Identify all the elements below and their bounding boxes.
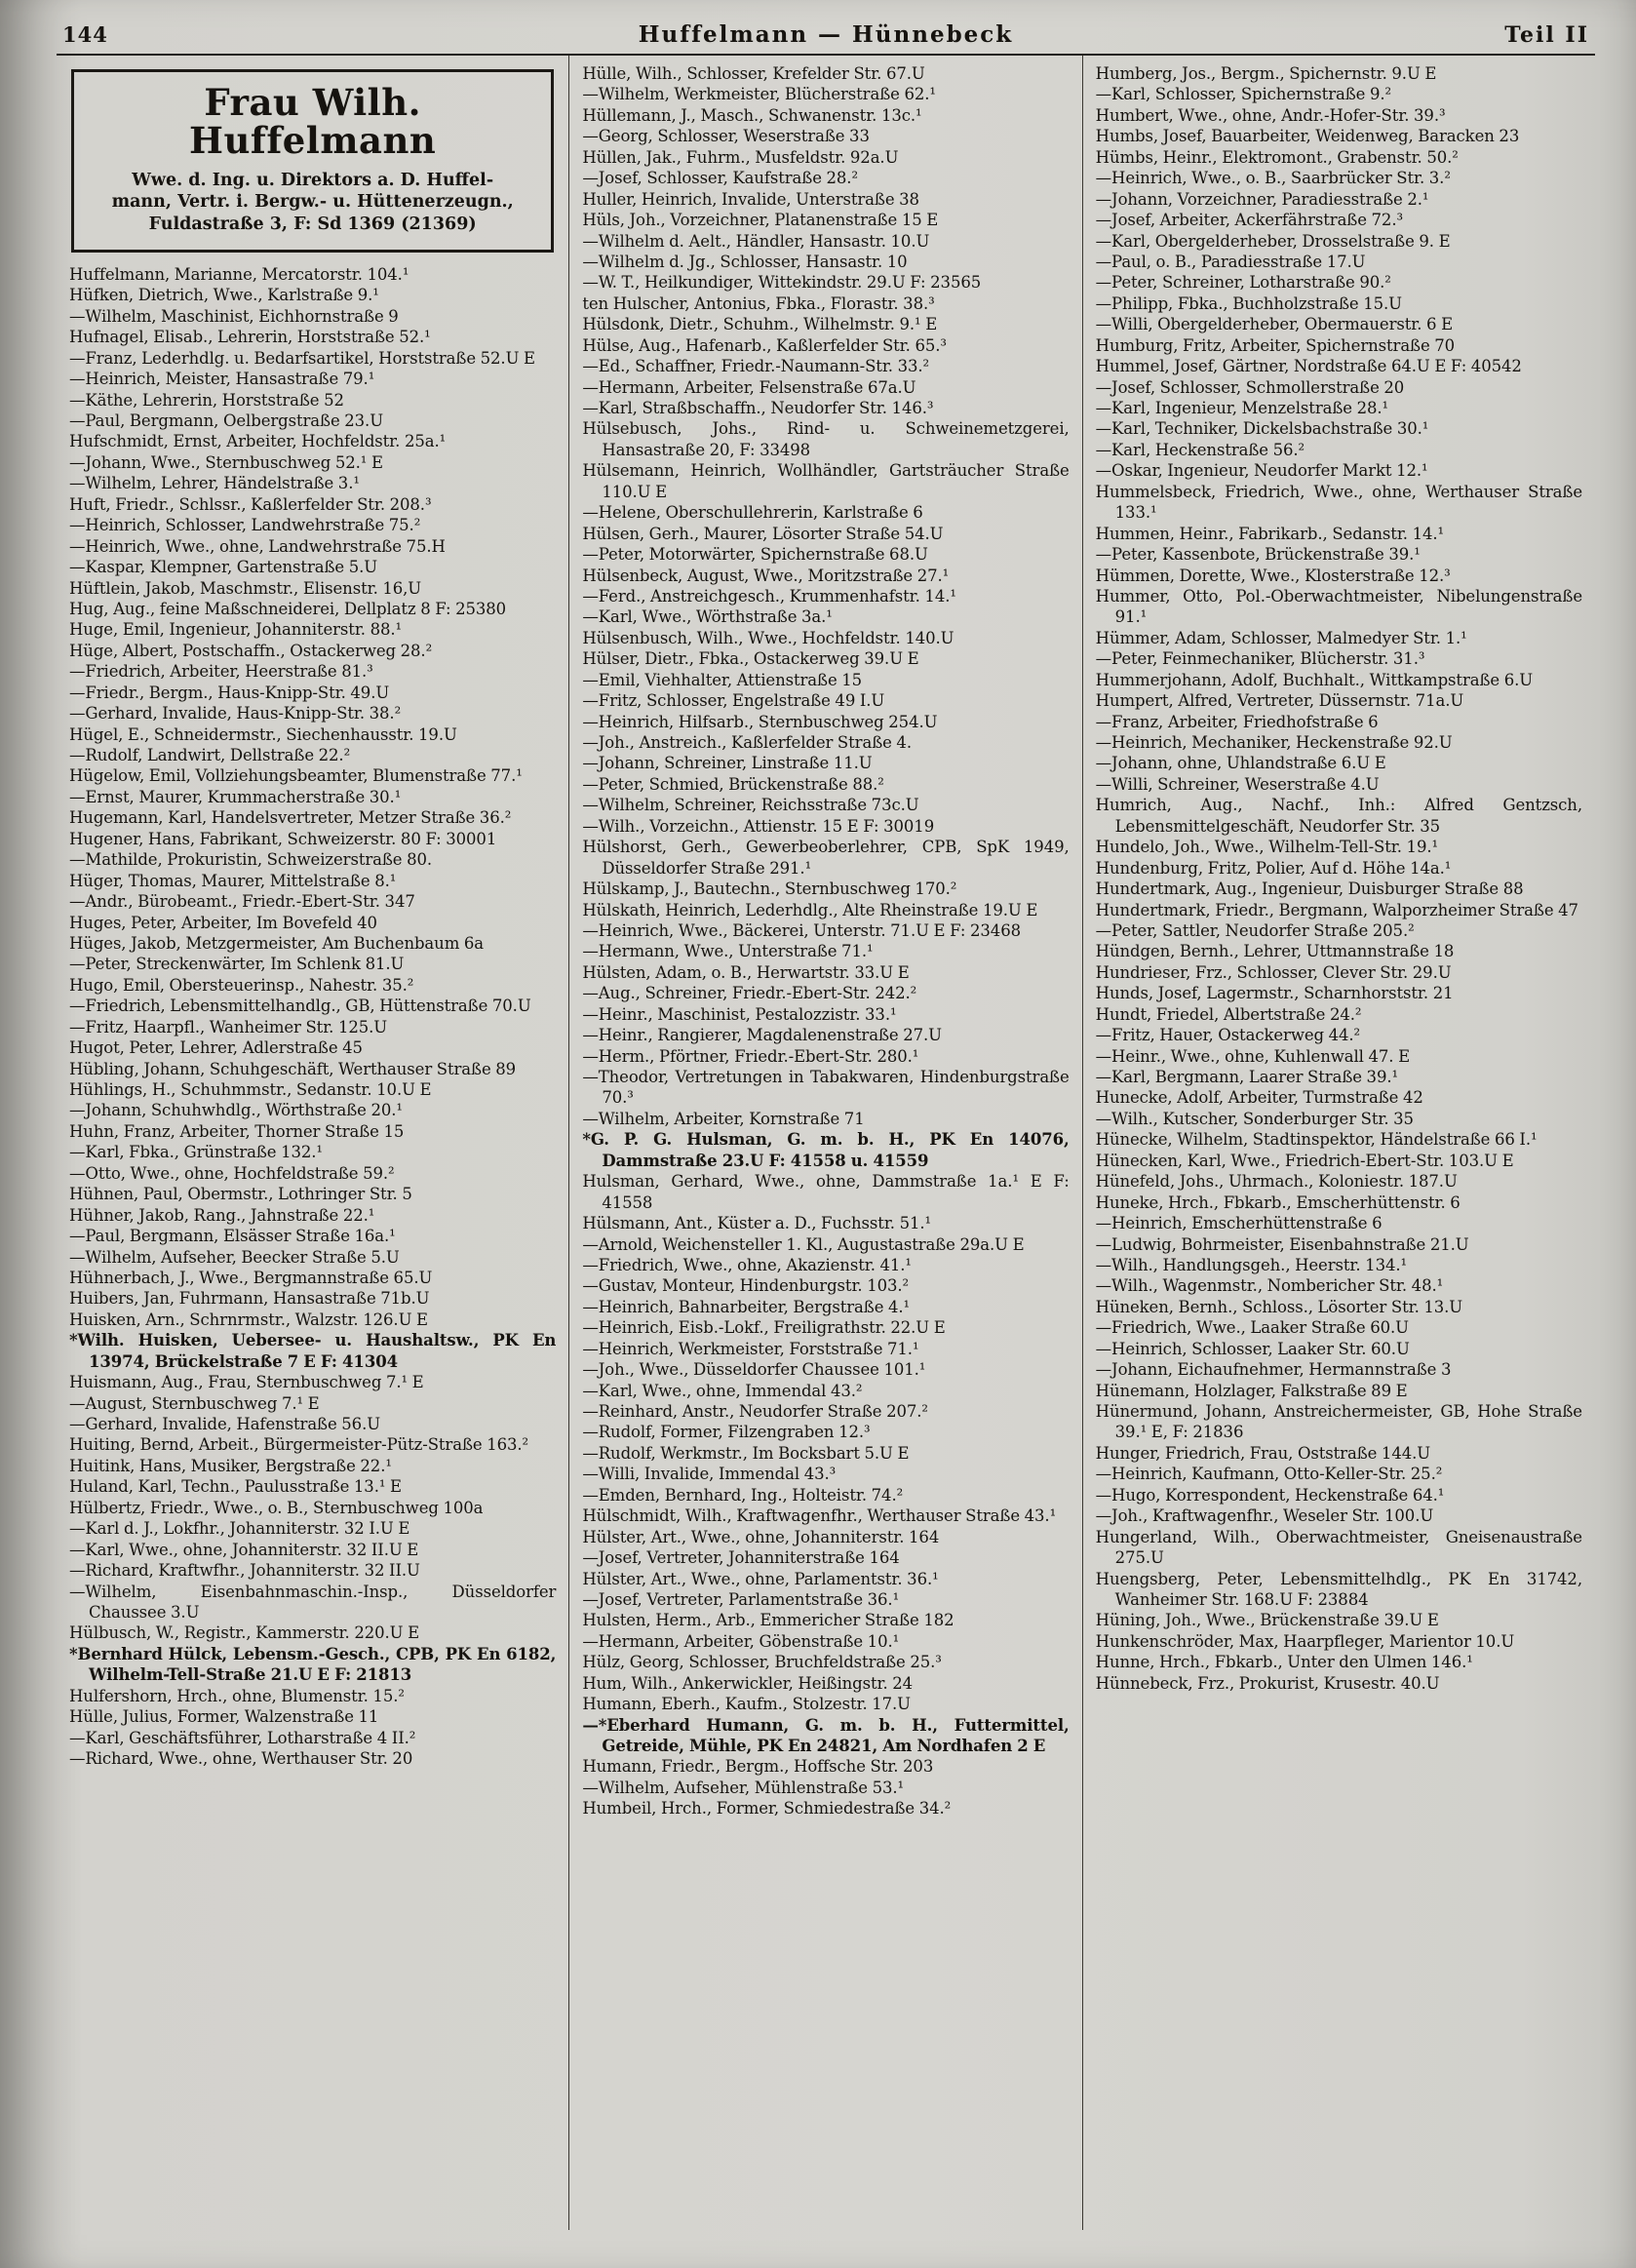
directory-entry: Hünemann, Holzlager, Falkstraße 89 E (1095, 1381, 1408, 1400)
directory-entry: Humbert, Wwe., ohne, Andr.-Hofer-Str. 39.³ (1095, 105, 1446, 125)
directory-entry: Hülsdonk, Dietr., Schuhm., Wilhelmstr. 9.¹ E (582, 315, 938, 334)
directory-entry: Hungerland, Wilh., Oberwachtmeister, Gneisenaustraße 275.U (1095, 1527, 1582, 1568)
directory-entry: Hunne, Hrch., Fbkarb., Unter den Ulmen 146.¹ (1095, 1653, 1473, 1672)
directory-entry: —Fritz, Hauer, Ostackerweg 44.² (1095, 1026, 1361, 1045)
directory-entry: —Wilh., Wagenmstr., Nombericher Str. 48.¹ (1095, 1276, 1444, 1296)
directory-entry: —Friedrich, Arbeiter, Heerstraße 81.³ (69, 662, 373, 682)
directory-entry: —Heinrich, Kaufmann, Otto-Keller-Str. 25.² (1095, 1465, 1443, 1484)
part-label: Teil II (1504, 22, 1589, 48)
directory-entry: —Karl, Geschäftsführer, Lotharstraße 4 II.² (69, 1728, 416, 1747)
directory-entry: —Peter, Kassenbote, Brückenstraße 39.¹ (1095, 545, 1421, 565)
directory-entry: Hunecke, Adolf, Arbeiter, Turmstraße 42 (1095, 1088, 1423, 1108)
directory-entry: —Paul, o. B., Paradiesstraße 17.U (1095, 252, 1366, 271)
directory-entry: Hünecke, Wilhelm, Stadtinspektor, Händelstraße 66 I.¹ (1095, 1130, 1538, 1150)
directory-entry: Hülsebusch, Johs., Rind- u. Schweinemetzgerei, Hansastraße 20, F: 33498 (582, 419, 1070, 459)
directory-entry: Hülsenbeck, August, Wwe., Moritzstraße 27.¹ (582, 566, 950, 585)
directory-entry: —Heinrich, Meister, Hansastraße 79.¹ (69, 370, 375, 389)
directory-entry: —Friedrich, Wwe., Laaker Straße 60.U (1095, 1318, 1409, 1338)
directory-entry: —Gerhard, Invalide, Hafenstraße 56.U (69, 1415, 381, 1433)
directory-entry: Hümmen, Dorette, Wwe., Klosterstraße 12.³ (1095, 566, 1451, 585)
entries-column-1 (69, 264, 556, 1770)
directory-entry: —Joh., Kraftwagenfhr., Weseler Str. 100.U (1095, 1506, 1434, 1526)
directory-entry: Hülskath, Heinrich, Lederhdlg., Alte Rheinstraße 19.U E (582, 900, 1038, 919)
directory-entry: —Reinhard, Anstr., Neudorfer Straße 207.² (582, 1402, 928, 1421)
directory-entry: —Hermann, Arbeiter, Göbenstraße 10.¹ (582, 1631, 900, 1651)
directory-entry: —Wilh., Vorzeichn., Attienstr. 15 E F: 30019 (582, 816, 935, 836)
directory-entry: Huges, Peter, Arbeiter, Im Bovefeld 40 (69, 913, 377, 932)
directory-entry: Huland, Karl, Techn., Paulusstraße 13.¹ E (69, 1477, 402, 1497)
directory-entry: Hundenburg, Fritz, Polier, Auf d. Höhe 14a.¹ (1095, 858, 1452, 878)
directory-entry: Huiting, Bernd, Arbeit., Bürgermeister-Pütz-Straße 163.² (69, 1435, 529, 1455)
directory-entry: Hugemann, Karl, Handelsvertreter, Metzer Straße 36.² (69, 808, 512, 828)
directory-entry: —Aug., Schreiner, Friedr.-Ebert-Str. 242.² (582, 984, 917, 1003)
directory-entry: —Wilh., Handlungsgeh., Heerstr. 134.¹ (1095, 1255, 1408, 1274)
directory-entry: Hulfershorn, Hrch., ohne, Blumenstr. 15.² (69, 1686, 405, 1705)
directory-entry: —Fritz, Schlosser, Engelstraße 49 I.U (582, 691, 885, 711)
directory-entry: —Käthe, Lehrerin, Horststraße 52 (69, 390, 344, 410)
directory-entry: ten Hulscher, Antonius, Fbka., Florastr. 38.³ (582, 293, 935, 313)
directory-entry: Humpert, Alfred, Vertreter, Düssernstr. 71a.U (1095, 691, 1464, 711)
directory-entry: —*Eberhard Humann, G. m. b. H., Futtermittel, Getreide, Mühle, PK En 24821, Am Nordhafen 2 E (582, 1715, 1070, 1755)
directory-entry: —Joh., Anstreich., Kaßlerfelder Straße 4. (582, 733, 912, 752)
directory-entry: —Peter, Feinmechaniker, Blücherstr. 31.³ (1095, 649, 1425, 669)
directory-entry: Hühlings, H., Schuhmmstr., Sedanstr. 10.U E (69, 1080, 432, 1099)
directory-entry: —Heinr., Rangierer, Magdalenenstraße 27.U (582, 1026, 942, 1045)
directory-entry: —Johann, ohne, Uhlandstraße 6.U E (1095, 754, 1386, 773)
directory-entry: Humburg, Fritz, Arbeiter, Spichernstraße 70 (1095, 335, 1456, 355)
directory-entry: —Johann, Vorzeichner, Paradiesstraße 2.¹ (1095, 189, 1429, 209)
directory-entry: Hunds, Josef, Lagermstr., Scharnhorststr. 21 (1095, 984, 1454, 1003)
directory-entry: —Johann, Schreiner, Linstraße 11.U (582, 754, 873, 773)
directory-entry: —Peter, Motorwärter, Spichernstraße 68.U (582, 545, 928, 565)
directory-entry: —Theodor, Vertretungen in Tabakwaren, Hindenburgstraße 70.³ (582, 1068, 1070, 1108)
directory-entry: —Karl, Techniker, Dickelsbachstraße 30.¹ (1095, 419, 1429, 439)
directory-entry: Hummel, Josef, Gärtner, Nordstraße 64.U E F: 40542 (1095, 357, 1522, 376)
directory-entry: —Rudolf, Landwirt, Dellstraße 22.² (69, 746, 351, 764)
directory-entry: Huengsberg, Peter, Lebensmittelhdlg., PK En 31742, Wanheimer Str. 168.U F: 23884 (1095, 1569, 1582, 1609)
column-2 (568, 56, 1081, 2230)
directory-entry: —W. T., Heilkundiger, Wittekindstr. 29.U F: 23565 (582, 273, 982, 293)
directory-entry: —Andr., Bürobeamt., Friedr.-Ebert-Str. 347 (69, 892, 415, 912)
directory-entry: Hülle, Wilh., Schlosser, Krefelder Str. 67.U (582, 64, 925, 83)
directory-entry: —Karl, Straßbschaffn., Neudorfer Str. 146.³ (582, 399, 934, 417)
directory-entry: Hünnebeck, Frz., Prokurist, Krusestr. 40.U (1095, 1673, 1440, 1693)
directory-entry: Humann, Eberh., Kaufm., Stolzestr. 17.U (582, 1695, 911, 1714)
directory-entry: —Rudolf, Former, Filzengraben 12.³ (582, 1423, 871, 1442)
directory-entry: —Emden, Bernhard, Ing., Holteistr. 74.² (582, 1485, 904, 1505)
directory-entry: *Wilh. Huisken, Uebersee- u. Haushaltsw., PK En 13974, Brückelstraße 7 E F: 41304 (69, 1331, 557, 1371)
directory-entry: —Heinrich, Eisb.-Lokf., Freiligrathstr. 22.U E (582, 1318, 946, 1338)
directory-entry: —Johann, Wwe., Sternbuschweg 52.¹ E (69, 452, 383, 472)
directory-entry: —Karl, Heckenstraße 56.² (1095, 440, 1305, 459)
directory-entry: —Karl, Wwe., ohne, Immendal 43.² (582, 1381, 863, 1400)
entries-column-3 (1096, 63, 1582, 1694)
directory-entry: —Wilhelm, Arbeiter, Kornstraße 71 (582, 1109, 865, 1128)
directory-entry: —Wilh., Kutscher, Sonderburger Str. 35 (1095, 1109, 1414, 1128)
ad-line: Wwe. d. Ing. u. Direktors a. D. Huffel- (132, 170, 494, 190)
directory-entry: —Karl, Schlosser, Spichernstraße 9.² (1095, 85, 1392, 104)
directory-entry: Hüge, Albert, Postschaffn., Ostackerweg 28.² (69, 641, 433, 660)
directory-entry: —Franz, Arbeiter, Friedhofstraße 6 (1095, 712, 1379, 731)
directory-entry: Hufschmidt, Ernst, Arbeiter, Hochfeldstr. 25a.¹ (69, 432, 447, 451)
column-3 (1082, 56, 1595, 2230)
directory-entry: —Ludwig, Bohrmeister, Eisenbahnstraße 21.U (1095, 1234, 1469, 1254)
directory-entry: —Heinrich, Bahnarbeiter, Bergstraße 4.¹ (582, 1297, 911, 1316)
directory-entry: Hugo, Emil, Obersteuerinsp., Nahestr. 35.² (69, 975, 414, 995)
directory-entry: Hundelo, Joh., Wwe., Wilhelm-Tell-Str. 19.¹ (1095, 838, 1439, 857)
directory-entry: Hülbertz, Friedr., Wwe., o. B., Sternbuschweg 100a (69, 1498, 484, 1517)
directory-entry: —Heinrich, Werkmeister, Forststraße 71.¹ (582, 1339, 919, 1358)
directory-entry: Hulsten, Herm., Arb., Emmericher Straße 182 (582, 1611, 954, 1630)
directory-entry: Hundertmark, Aug., Ingenieur, Duisburger Straße 88 (1095, 880, 1524, 899)
directory-entry: —Friedrich, Lebensmittelhandlg., GB, Hüttenstraße 70.U (69, 997, 531, 1016)
directory-entry: —Ernst, Maurer, Krummacherstraße 30.¹ (69, 787, 402, 806)
directory-entry: —Richard, Wwe., ohne, Werthauser Str. 20 (69, 1749, 413, 1768)
directory-entry: —Georg, Schlosser, Weserstraße 33 (582, 127, 870, 146)
directory-entry: —Oskar, Ingenieur, Neudorfer Markt 12.¹ (1095, 461, 1428, 481)
directory-entry: Hundt, Friedel, Albertstraße 24.² (1095, 1004, 1362, 1024)
directory-entry: Humbs, Josef, Bauarbeiter, Weidenweg, Baracken 23 (1095, 127, 1520, 146)
directory-entry: Hüning, Joh., Wwe., Brückenstraße 39.U E (1095, 1611, 1439, 1630)
directory-entry: —Wilhelm, Schreiner, Reichsstraße 73c.U (582, 796, 919, 815)
directory-entry: Hünefeld, Johs., Uhrmach., Koloniestr. 187.U (1095, 1172, 1458, 1192)
directory-entry: Hüllemann, J., Masch., Schwanenstr. 13c.¹ (582, 105, 922, 125)
ad-line: Fuldastraße 3, F: Sd 1369 (21369) (148, 215, 477, 235)
directory-entry: Hülster, Art., Wwe., ohne, Johanniterstr. 164 (582, 1527, 940, 1546)
directory-entry: Hundrieser, Frz., Schlosser, Clever Str. 29.U (1095, 962, 1452, 982)
directory-entry: Hündgen, Bernh., Lehrer, Uttmannstraße 18 (1095, 942, 1455, 961)
directory-entry: —Friedr., Bergm., Haus-Knipp-Str. 49.U (69, 683, 390, 702)
directory-entry: —Paul, Bergmann, Elsässer Straße 16a.¹ (69, 1227, 396, 1246)
directory-entry: Hummerjohann, Adolf, Buchhalt., Wittkampstraße 6.U (1095, 670, 1534, 689)
directory-entry: Hummen, Heinr., Fabrikarb., Sedanstr. 14.¹ (1095, 524, 1445, 543)
directory-entry: Hüges, Jakob, Metzgermeister, Am Buchenbaum 6a (69, 933, 485, 953)
directory-entry: —Friedrich, Wwe., ohne, Akazienstr. 41.¹ (582, 1255, 912, 1274)
directory-entry: —Gerhard, Invalide, Haus-Knipp-Str. 38.² (69, 704, 402, 723)
directory-entry: —Hugo, Korrespondent, Heckenstraße 64.¹ (1095, 1485, 1445, 1505)
directory-entry: Hüfken, Dietrich, Wwe., Karlstraße 9.¹ (69, 286, 379, 305)
directory-entry: —Wilhelm d. Aelt., Händler, Hansastr. 10.U (582, 231, 930, 251)
directory-entry: Hüger, Thomas, Maurer, Mittelstraße 8.¹ (69, 871, 397, 890)
directory-entry: —Heinrich, Wwe., Bäckerei, Unterstr. 71.U E F: 23468 (582, 920, 1021, 940)
huffelmann-ad-box (71, 69, 554, 253)
directory-entry: Hülsmann, Ant., Küster a. D., Fuchsstr. 51.¹ (582, 1214, 932, 1233)
directory-entry: Hülbusch, W., Registr., Kammerstr. 220.U E (69, 1623, 420, 1643)
directory-entry: —Johann, Schuhwhdlg., Wörthstraße 20.¹ (69, 1101, 403, 1120)
directory-entry: Huisken, Arn., Schrnrmstr., Walzstr. 126.U E (69, 1310, 428, 1329)
directory-entry: Hümbs, Heinr., Elektromont., Grabenstr. 50.² (1095, 147, 1459, 167)
directory-entry: Hülshorst, Gerh., Gewerbeoberlehrer, CPB, SpK 1949, Düsseldorfer Straße 291.¹ (582, 838, 1070, 878)
directory-entry: —Kaspar, Klempner, Gartenstraße 5.U (69, 558, 378, 577)
page-number: 144 (62, 22, 108, 47)
directory-entry: Hülz, Georg, Schlosser, Bruchfeldstraße 25.³ (582, 1653, 942, 1672)
directory-entry: —Paul, Bergmann, Oelbergstraße 23.U (69, 411, 384, 430)
directory-entry: Hulsman, Gerhard, Wwe., ohne, Dammstraße 1a.¹ E F: 41558 (582, 1172, 1070, 1212)
directory-entry: *Bernhard Hülck, Lebensm.-Gesch., CPB, PK En 6182, Wilhelm-Tell-Straße 21.U E F: 21813 (69, 1644, 557, 1685)
directory-columns (57, 56, 1595, 2230)
directory-entry: —Ferd., Anstreichgesch., Krummenhafstr. 14.¹ (582, 586, 956, 606)
directory-entry: —Karl, Ingenieur, Menzelstraße 28.¹ (1095, 399, 1389, 417)
directory-entry: Huller, Heinrich, Invalide, Unterstraße 38 (582, 189, 919, 209)
directory-entry: Hundertmark, Friedr., Bergmann, Walporzheimer Straße 47 (1095, 900, 1578, 919)
directory-entry: Hülster, Art., Wwe., ohne, Parlamentstr. 36.¹ (582, 1569, 939, 1588)
directory-entry: Hülle, Julius, Former, Walzenstraße 11 (69, 1707, 379, 1727)
directory-entry: Hum, Wilh., Ankerwickler, Heißingstr. 24 (582, 1673, 914, 1693)
directory-entry: —Johann, Eichaufnehmer, Hermannstraße 3 (1095, 1360, 1452, 1380)
directory-entry: Hülsen, Gerh., Maurer, Lösorter Straße 54.U (582, 524, 944, 543)
directory-entry: —Karl, Bergmann, Laarer Straße 39.¹ (1095, 1068, 1399, 1086)
directory-entry: Hülse, Aug., Hafenarb., Kaßlerfelder Str. 65.³ (582, 335, 947, 355)
directory-entry: Huismann, Aug., Frau, Sternbuschweg 7.¹ E (69, 1373, 424, 1392)
directory-entry: —Emil, Viehhalter, Attienstraße 15 (582, 670, 863, 689)
directory-entry: *G. P. G. Hulsman, G. m. b. H., PK En 14076, Dammstraße 23.U F: 41558 u. 41559 (582, 1130, 1070, 1170)
directory-entry: Hug, Aug., feine Maßschneiderei, Dellplatz 8 F: 25380 (69, 599, 507, 618)
directory-entry: —Mathilde, Prokuristin, Schweizerstraße 80. (69, 850, 433, 870)
ad-name: Frau Wilh. Huffelmann (189, 81, 437, 162)
directory-entry: Hügelow, Emil, Vollziehungsbeamter, Blumenstraße 77.¹ (69, 766, 523, 786)
directory-entry: Huitink, Hans, Musiker, Bergstraße 22.¹ (69, 1456, 392, 1475)
directory-entry: Hugot, Peter, Lehrer, Adlerstraße 45 (69, 1038, 363, 1058)
directory-entry: —Josef, Vertreter, Johanniterstraße 164 (582, 1548, 900, 1568)
directory-entry: —Wilhelm, Aufseher, Beecker Straße 5.U (69, 1247, 400, 1267)
directory-entry: —Josef, Schlosser, Schmollerstraße 20 (1095, 377, 1405, 397)
directory-entry: Huffelmann, Marianne, Mercatorstr. 104.¹ (69, 264, 409, 284)
directory-entry: Hufnagel, Elisab., Lehrerin, Horststraße 52.¹ (69, 328, 431, 347)
directory-entry: Hülsemann, Heinrich, Wollhändler, Gartsträucher Straße 110.U E (582, 461, 1070, 501)
directory-entry: Hummer, Otto, Pol.-Oberwachtmeister, Nibelungenstraße 91.¹ (1095, 586, 1582, 627)
directory-entry: —Peter, Sattler, Neudorfer Straße 205.² (1095, 920, 1415, 940)
directory-entry: Hunger, Friedrich, Frau, Oststraße 144.U (1095, 1443, 1431, 1463)
directory-entry: —Gustav, Monteur, Hindenburgstr. 103.² (582, 1276, 910, 1296)
directory-entry: —Hermann, Wwe., Unterstraße 71.¹ (582, 942, 874, 961)
directory-entry: —Wilhelm, Maschinist, Eichhornstraße 9 (69, 306, 399, 326)
directory-entry: —Wilhelm d. Jg., Schlosser, Hansastr. 10 (582, 252, 908, 271)
directory-entry: Hummelsbeck, Friedrich, Wwe., ohne, Werthauser Straße 133.¹ (1095, 482, 1582, 523)
directory-entry: Huft, Friedr., Schlssr., Kaßlerfelder Str. 208.³ (69, 494, 432, 514)
directory-entry: —Heinrich, Hilfsarb., Sternbuschweg 254.U (582, 712, 938, 731)
running-title: Huffelmann — Hünnebeck (638, 21, 1014, 48)
directory-entry: —Heinrich, Mechaniker, Heckenstraße 92.U (1095, 733, 1453, 752)
ad-line: mann, Vertr. i. Bergw.- u. Hüttenerzeugn., (111, 192, 514, 213)
directory-entry: —Karl, Wwe., Wörthstraße 3a.¹ (582, 607, 833, 627)
directory-entry: —Rudolf, Werkmstr., Im Bocksbart 5.U E (582, 1443, 910, 1463)
directory-entry: Hülschmidt, Wilh., Kraftwagenfhr., Werthauser Straße 43.¹ (582, 1506, 1057, 1526)
directory-entry: Hügel, E., Schneidermstr., Siechenhausstr. 19.U (69, 724, 457, 744)
directory-entry: Hünermund, Johann, Anstreichermeister, GB, Hohe Straße 39.¹ E, F: 21836 (1095, 1402, 1582, 1442)
directory-entry: —Arnold, Weichensteller 1. Kl., Augustastraße 29a.U E (582, 1234, 1025, 1254)
directory-entry: —Josef, Vertreter, Parlamentstraße 36.¹ (582, 1589, 900, 1609)
directory-entry: —Peter, Schmied, Brückenstraße 88.² (582, 774, 884, 794)
directory-entry: —Josef, Arbeiter, Ackerfährstraße 72.³ (1095, 211, 1403, 230)
directory-entry: Hümmer, Adam, Schlosser, Malmedyer Str. 1.¹ (1095, 628, 1467, 647)
directory-entry: Humrich, Aug., Nachf., Inh.: Alfred Gentzsch, Lebensmittelgeschäft, Neudorfer Str. 35 (1095, 796, 1582, 836)
directory-entry: —Karl, Fbka., Grünstraße 132.¹ (69, 1143, 323, 1162)
directory-entry: Hüneken, Bernh., Schloss., Lösorter Str. 13.U (1095, 1297, 1463, 1316)
directory-entry: —Wilhelm, Werkmeister, Blücherstraße 62.¹ (582, 85, 936, 104)
directory-entry: Hüllen, Jak., Fuhrm., Musfeldstr. 92a.U (582, 147, 899, 167)
page-header (57, 21, 1595, 56)
directory-entry: Hugener, Hans, Fabrikant, Schweizerstr. 80 F: 30001 (69, 829, 497, 848)
directory-entry: —Otto, Wwe., ohne, Hochfeldstraße 59.² (69, 1163, 395, 1183)
directory-entry: —Peter, Schreiner, Lotharstraße 90.² (1095, 273, 1391, 293)
directory-entry: —Willi, Invalide, Immendal 43.³ (582, 1465, 837, 1484)
directory-entry: —Joh., Wwe., Düsseldorfer Chaussee 101.¹ (582, 1360, 926, 1380)
directory-entry: —Willi, Schreiner, Weserstraße 4.U (1095, 774, 1380, 794)
directory-entry: —Philipp, Fbka., Buchholzstraße 15.U (1095, 293, 1402, 313)
directory-entry: —Josef, Schlosser, Kaufstraße 28.² (582, 169, 858, 188)
directory-entry: Humberg, Jos., Bergm., Spichernstr. 9.U E (1095, 64, 1437, 83)
directory-entry: —Peter, Streckenwärter, Im Schlenk 81.U (69, 955, 405, 974)
directory-entry: —Heinrich, Schlosser, Landwehrstraße 75.² (69, 516, 421, 535)
directory-entry: Huneke, Hrch., Fbkarb., Emscherhüttenstr. 6 (1095, 1193, 1461, 1212)
directory-entry: —Heinrich, Wwe., ohne, Landwehrstraße 75.H (69, 536, 446, 556)
directory-entry: Hülskamp, J., Bautechn., Sternbuschweg 170.² (582, 880, 957, 899)
directory-entry: Hunkenschröder, Max, Haarpfleger, Marientor 10.U (1095, 1631, 1515, 1651)
directory-entry: —Karl, Wwe., ohne, Johanniterstr. 32 II.U E (69, 1540, 419, 1559)
directory-entry: —Heinr., Wwe., ohne, Kuhlenwall 47. E (1095, 1046, 1411, 1066)
directory-entry: —August, Sternbuschweg 7.¹ E (69, 1393, 320, 1413)
directory-entry: Hühnerbach, J., Wwe., Bergmannstraße 65.U (69, 1268, 433, 1287)
directory-entry: —Herm., Pförtner, Friedr.-Ebert-Str. 280.¹ (582, 1046, 919, 1066)
directory-entry: —Wilhelm, Aufseher, Mühlenstraße 53.¹ (582, 1778, 905, 1797)
directory-entry: Humann, Friedr., Bergm., Hoffsche Str. 203 (582, 1757, 934, 1777)
directory-entry: —Karl, Obergelderheber, Drosselstraße 9. E (1095, 231, 1451, 251)
directory-entry: —Wilhelm, Lehrer, Händelstraße 3.¹ (69, 474, 360, 493)
directory-entry: Hülsenbusch, Wilh., Wwe., Hochfeldstr. 140.U (582, 628, 954, 647)
directory-entry: Hülsten, Adam, o. B., Herwartstr. 33.U E (582, 962, 910, 982)
directory-entry: Huhn, Franz, Arbeiter, Thorner Straße 15 (69, 1121, 405, 1141)
directory-entry: Hühner, Jakob, Rang., Jahnstraße 22.¹ (69, 1205, 375, 1225)
directory-entry: Hülser, Dietr., Fbka., Ostackerweg 39.U E (582, 649, 919, 669)
directory-entry: —Wilhelm, Eisenbahnmaschin.-Insp., Düsseldorfer Chaussee 3.U (69, 1582, 557, 1622)
directory-entry: Hüftlein, Jakob, Maschmstr., Elisenstr. 16,U (69, 578, 422, 598)
directory-entry: Humbeil, Hrch., Former, Schmiedestraße 34.² (582, 1799, 952, 1818)
directory-entry: —Franz, Lederhdlg. u. Bedarfsartikel, Horststraße 52.U E (69, 348, 535, 368)
column-1 (57, 56, 568, 2230)
directory-entry: —Heinrich, Schlosser, Laaker Str. 60.U (1095, 1339, 1410, 1358)
directory-entry: —Willi, Obergelderheber, Obermauerstr. 6 E (1095, 315, 1454, 334)
directory-entry: Huibers, Jan, Fuhrmann, Hansastraße 71b.U (69, 1289, 430, 1309)
directory-entry: Hünecken, Karl, Wwe., Friedrich-Ebert-Str. 103.U E (1095, 1151, 1514, 1170)
directory-entry: —Ed., Schaffner, Friedr.-Naumann-Str. 33.² (582, 357, 930, 376)
directory-entry: Hübling, Johann, Schuhgeschäft, Werthauser Straße 89 (69, 1059, 517, 1078)
directory-entry: Huge, Emil, Ingenieur, Johanniterstr. 88.¹ (69, 620, 403, 640)
directory-entry: —Heinrich, Wwe., o. B., Saarbrücker Str. 3.² (1095, 169, 1451, 188)
directory-entry: —Hermann, Arbeiter, Felsenstraße 67a.U (582, 377, 916, 397)
directory-entry: —Richard, Kraftwfhr., Johanniterstr. 32 II.U (69, 1561, 420, 1581)
directory-entry: —Heinrich, Emscherhüttenstraße 6 (1095, 1214, 1383, 1233)
directory-entry: —Heinr., Maschinist, Pestalozzistr. 33.¹ (582, 1004, 897, 1024)
directory-entry: —Karl d. J., Lokfhr., Johanniterstr. 32 I.U E (69, 1519, 410, 1539)
entries-column-2 (582, 63, 1069, 1819)
directory-entry: Hüls, Joh., Vorzeichner, Platanenstraße 15 E (582, 211, 939, 230)
directory-entry: —Fritz, Haarpfl., Wanheimer Str. 125.U (69, 1017, 388, 1036)
directory-entry: —Helene, Oberschullehrerin, Karlstraße 6 (582, 503, 923, 523)
directory-entry: Hühnen, Paul, Obermstr., Lothringer Str. 5 (69, 1185, 412, 1204)
